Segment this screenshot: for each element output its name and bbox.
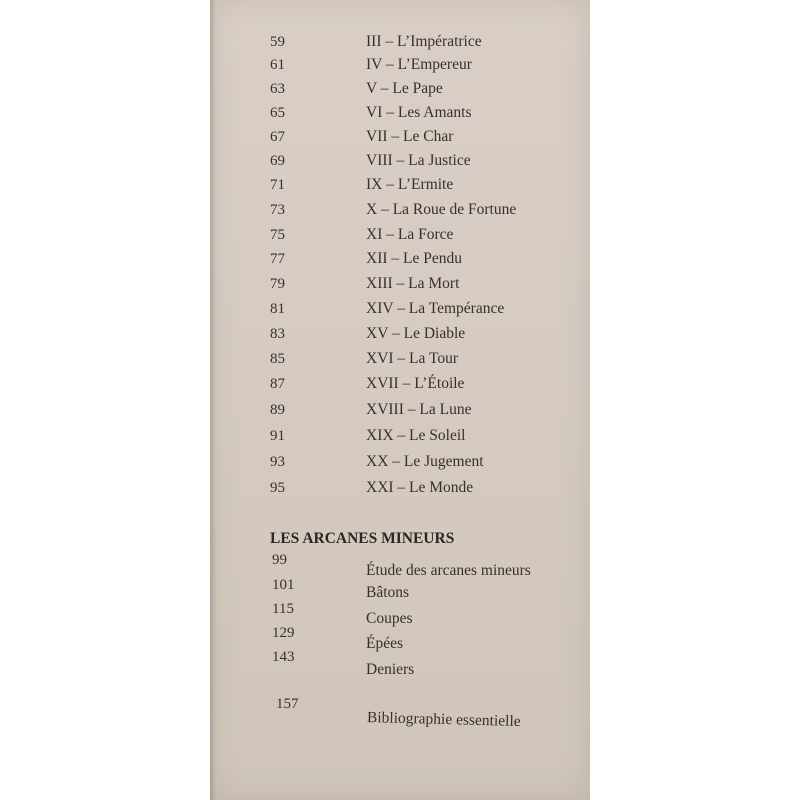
toc-entry-title: Coupes bbox=[366, 610, 413, 627]
toc-entry-title: XVII – L’Étoile bbox=[366, 375, 465, 392]
toc-page-number: 75 bbox=[270, 227, 285, 243]
toc-entry bbox=[210, 150, 590, 172]
toc-entry bbox=[210, 549, 590, 579]
toc-page-number: 73 bbox=[270, 202, 285, 218]
toc-entry bbox=[210, 574, 590, 601]
toc-entry-title: IX – L’Ermite bbox=[366, 176, 454, 193]
toc-entry bbox=[210, 373, 590, 395]
toc-page-number: 59 bbox=[270, 34, 285, 50]
toc-entry-title: Bâtons bbox=[366, 584, 410, 601]
toc-entry-title: X – La Roue de Fortune bbox=[366, 201, 517, 218]
toc-entry bbox=[210, 298, 590, 320]
toc-page-number: 95 bbox=[270, 480, 285, 496]
toc-entry-title: XIII – La Mort bbox=[366, 275, 460, 292]
toc-page-number: 87 bbox=[270, 376, 285, 392]
toc-entry-title: XX – Le Jugement bbox=[366, 453, 484, 470]
toc-entry-title: V – Le Pape bbox=[366, 80, 443, 97]
toc-page-number: 91 bbox=[270, 428, 285, 444]
toc-page-number: 129 bbox=[272, 625, 295, 641]
toc-entry-title: XIV – La Tempérance bbox=[366, 300, 505, 317]
toc-page-number: 157 bbox=[276, 696, 299, 712]
toc-entry bbox=[210, 224, 590, 246]
toc-entry-title: VI – Les Amants bbox=[366, 104, 472, 121]
toc-entry-title: Bibliographie essentielle bbox=[366, 709, 521, 731]
toc-entry bbox=[210, 622, 590, 652]
toc-entry bbox=[210, 693, 590, 731]
toc-page-number: 83 bbox=[270, 326, 285, 342]
toc-entry-title: XIX – Le Soleil bbox=[366, 427, 466, 444]
toc-entry-title: IV – L’Empereur bbox=[366, 56, 472, 73]
toc-entry bbox=[210, 598, 590, 627]
toc-page-number: 61 bbox=[270, 57, 285, 73]
toc-page-number: 85 bbox=[270, 351, 285, 367]
toc-entry-title: Épées bbox=[366, 635, 404, 652]
toc-entry-title: XI – La Force bbox=[366, 226, 454, 243]
toc-entry bbox=[210, 323, 590, 345]
toc-entry-title: Deniers bbox=[366, 661, 415, 678]
section-heading: LES ARCANES MINEURS bbox=[270, 530, 455, 547]
toc-entry-title: XXI – Le Monde bbox=[366, 479, 474, 496]
toc-page-number: 65 bbox=[270, 105, 285, 121]
toc-entry-title: XV – Le Diable bbox=[366, 325, 466, 342]
table-of-contents bbox=[210, 0, 590, 800]
toc-page-number: 143 bbox=[272, 649, 295, 665]
toc-entry-title: VIII – La Justice bbox=[366, 152, 471, 169]
toc-entry bbox=[210, 451, 590, 473]
toc-page-number: 99 bbox=[272, 552, 287, 568]
toc-entry bbox=[210, 477, 590, 499]
toc-entry bbox=[210, 399, 590, 421]
toc-entry-title: VII – Le Char bbox=[366, 128, 454, 145]
toc-page-number: 77 bbox=[270, 251, 285, 267]
toc-entry bbox=[210, 174, 590, 196]
toc-page-number: 89 bbox=[270, 402, 285, 418]
toc-page-number: 101 bbox=[272, 577, 295, 593]
toc-page-number: 115 bbox=[272, 601, 294, 617]
toc-entry-title: XII – Le Pendu bbox=[366, 250, 462, 267]
toc-entry bbox=[210, 126, 590, 148]
toc-entry-title: XVI – La Tour bbox=[366, 350, 459, 367]
toc-entry bbox=[210, 273, 590, 295]
toc-entry bbox=[210, 78, 590, 100]
toc-page-number: 79 bbox=[270, 276, 285, 292]
toc-entry-title: Étude des arcanes mineurs bbox=[366, 562, 531, 579]
toc-entry bbox=[210, 425, 590, 447]
toc-page-number: 63 bbox=[270, 81, 285, 97]
toc-entry bbox=[210, 102, 590, 124]
toc-entry bbox=[210, 348, 590, 370]
toc-entry bbox=[210, 31, 590, 53]
toc-entry-title: XVIII – La Lune bbox=[366, 401, 472, 418]
toc-entry bbox=[210, 646, 590, 678]
toc-page-number: 81 bbox=[270, 301, 285, 317]
toc-entry bbox=[210, 199, 590, 221]
toc-page-number: 67 bbox=[270, 129, 285, 145]
book-page bbox=[210, 0, 590, 800]
toc-page-number: 93 bbox=[270, 454, 285, 470]
toc-entry-title: III – L’Impératrice bbox=[366, 33, 482, 50]
toc-entry bbox=[210, 54, 590, 76]
toc-entry bbox=[210, 248, 590, 270]
toc-page-number: 69 bbox=[270, 153, 285, 169]
toc-page-number: 71 bbox=[270, 177, 285, 193]
